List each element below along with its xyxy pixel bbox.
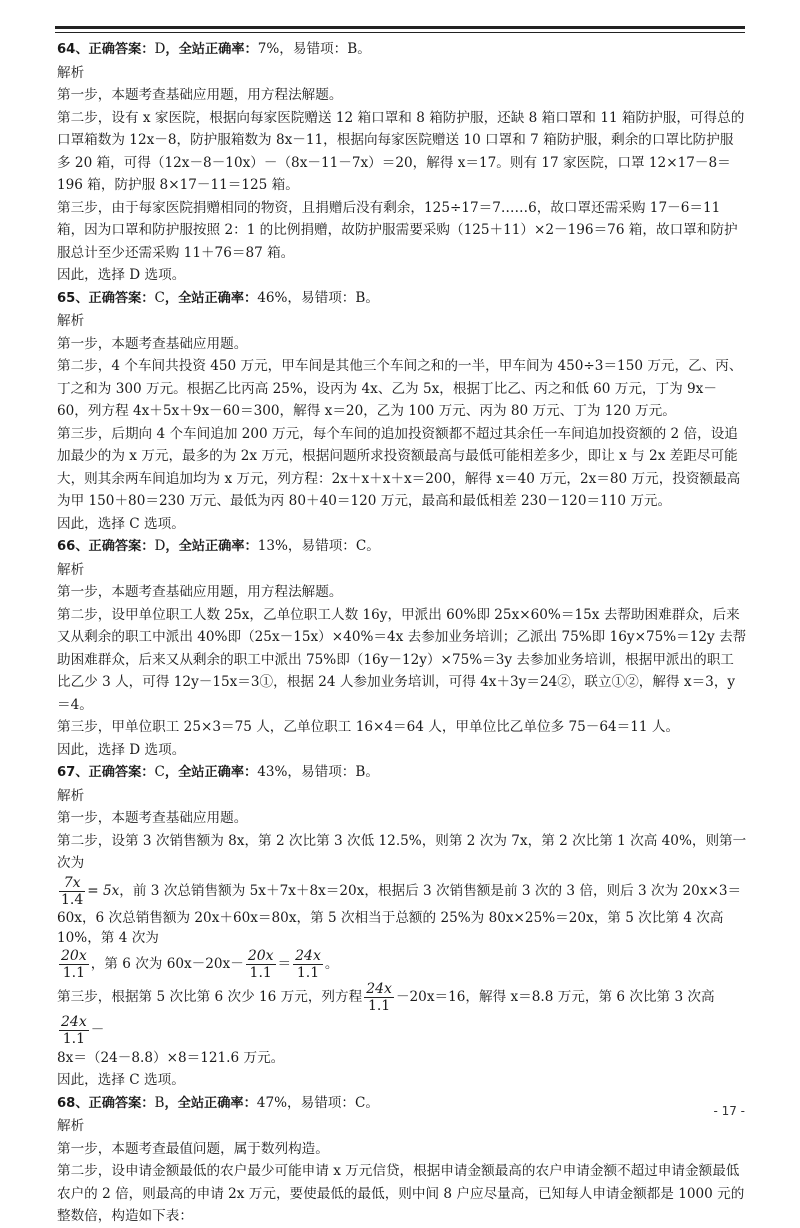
q66-step2: 第二步，设甲单位职工人数 25x，乙单位职工人数 16y，甲派出 60%即 25x×60%＝15x 去帮助困难群众，后来又从剩余的职工中派出 40%即（25x－15x）×40%＝4x 去参加业务培训；乙派出 75%即 16y×75%＝12y 去帮助困难群众，后来又从剩余的职工中派出 75%即（16y－12y）×75%＝3y 去参加业务培训，根据甲派出的职工比乙少 3 人，可得 12y－15x＝3①，根据 24 人参加业务培训，可得 4x＋3y＝24②，联立①②，解得 x＝3，y＝4。 — [57, 606, 747, 713]
q67-frac4 — [293, 948, 323, 981]
q66-header — [57, 535, 747, 559]
q67-frac2-num: 20x — [61, 947, 87, 964]
top-rule-thin — [55, 32, 745, 33]
q64-step3: 第三步，由于每家医院捐赠相同的物资，且捐赠后没有剩余，125÷17＝7……6，故口罩还需采购 17－6＝11 箱，因为口罩和防护服按照 2：1 的比例捐赠，故防护服需要采购（125＋11）×2－196＝76 箱，故口罩和防护服总计至少还需采购 11＋76＝87 箱。 — [57, 199, 738, 261]
q67-step3 — [57, 981, 747, 1047]
q68-analysis: 解析 — [57, 1118, 85, 1134]
q64-rate-label: ，全站正确率： — [165, 42, 258, 57]
q65-wrong: ，易错项：B。 — [287, 289, 379, 306]
q67-step1: 第一步，本题考查基础应用题。 — [57, 810, 248, 826]
q66-answer: D — [154, 538, 166, 554]
q68-answer: B — [154, 1094, 165, 1111]
q67-step2c: ，第 6 次为 60x－20x－ — [90, 955, 244, 972]
q64-rate: 7% — [257, 41, 280, 57]
q65-rate-label: ，全站正确率： — [164, 290, 258, 306]
q67-wrong: ，易错项：B。 — [287, 764, 379, 780]
q64-label: 64、正确答案： — [57, 42, 155, 57]
q65-step2: 第二步，4 个车间共投资 450 万元，甲车间是其他三个车间之和的一半，甲车间为 450÷3＝150 万元，乙、丙、丁之和为 300 万元。根据乙比丙高 25%，设丙为 4x、乙为 5x，根据丁比乙、丙之和低 60 万元，丁为 9x－60，列方程 4x＋5x＋9x－60＝300，解得 x＝20，乙为 100 万元、丙为 80 万元、丁为 120 万元。 — [57, 358, 743, 419]
q67-label: 67、正确答案： — [57, 765, 155, 780]
q66-conclusion: 因此，选择 D 选项。 — [57, 741, 186, 758]
q67-frac5-num: 24x — [366, 980, 392, 997]
q67-step2 — [57, 830, 747, 875]
q67-step3b: －20x＝16，解得 x＝8.8 万元，第 6 次比第 3 次高 — [395, 988, 715, 1005]
q67-step3-cont: 8x＝（24－8.8）×8＝121.6 万元。 — [57, 1049, 285, 1066]
q67-frac6-den: 1.1 — [62, 1030, 85, 1047]
q66-analysis: 解析 — [57, 561, 85, 578]
q67-frac1-den: 1.4 — [61, 891, 84, 908]
q64-analysis: 解析 — [57, 64, 85, 81]
q65-header — [57, 287, 747, 311]
q67-conclusion: 因此，选择 C 选项。 — [57, 1072, 185, 1088]
q66-label: 66、正确答案： — [57, 539, 155, 554]
q67-frac1-rhs: = 5x — [87, 882, 120, 899]
q65-label: 65、正确答案： — [57, 290, 155, 306]
q66-step3: 第三步，甲单位职工 25×3＝75 人，乙单位职工 16×4＝64 人，甲单位比乙单位多 75－64＝11 人。 — [57, 719, 680, 735]
q67-frac1-num: 7x — [59, 875, 85, 892]
q66-rate: 13% — [257, 538, 288, 554]
top-rule-thick — [55, 26, 745, 29]
q64-step2: 第二步，设有 x 家医院，根据向每家医院赠送 12 箱口罩和 8 箱防护服，还缺 8 箱口罩和 11 箱防护服，可得总的口罩箱数为 12x－8，防护服箱数为 8x－11，根据向每家医院赠送 10 口罩和 7 箱防护服，剩余的口罩比防护服多 20 箱，可得（12x－8－10x）－（8x－11－7x）＝20，解得 x＝17。则有 17 家医院，口罩 12×17－8＝196 箱，防护服 8×17－11＝125 箱。 — [57, 109, 745, 193]
q67-rate-label: ，全站正确率： — [164, 765, 258, 780]
q67-frac5-den: 1.1 — [367, 997, 391, 1014]
q64-wrong: ，易错项：B。 — [279, 41, 371, 57]
q66-wrong: ，易错项：C。 — [287, 538, 380, 554]
q65-analysis: 解析 — [57, 313, 85, 329]
q67-frac1 — [59, 875, 85, 908]
q68-step2: 第二步，设申请金额最低的农户最少可能申请 x 万元信贷，根据申请金额最高的农户申请金额不超过申请金额最低农户的 2 倍，则最高的申请 2x 万元，要使最低的最低，则中间 8 户应尽量高，已知每人申请金额都是 1000 元的整数倍，构造如下表： — [57, 1163, 745, 1224]
q67-rate: 43% — [257, 764, 288, 780]
q67-frac3-num: 20x — [247, 947, 274, 964]
q65-step3: 第三步，后期向 4 个车间追加 200 万元，每个车间的追加投资额都不超过其余任一车间追加投资额的 2 倍，设追加最少的为 x 万元，最多的为 2x 万元，根据问题所求投资额最高与最低可能相差多少，即让 x 与 2x 差距尽可能大，则其余两车间追加均为 x 万元，列方程：2x＋x＋x＋x＝200，解得 x＝40 万元，2x＝80 万元，投资额最高为甲 150＋80＝230 万元、最低为丙 80＋40＝120 万元，最高和最低相差 230－120＝110 万元。 — [57, 425, 741, 509]
document-body — [57, 38, 747, 1228]
q67-answer: C — [154, 764, 165, 780]
q67-step2b: ，前 3 次总销售额为 5x＋7x＋8x＝20x，根据后 3 次销售额是前 3 次的 3 倍，则后 3 次为 20x×3＝60x，6 次总销售额为 20x＋60x＝80x，第 5 次相当于总额的 25%为 80x×25%＝20x，第 5 次比第 4 次高 10%，第 4 次为 — [57, 882, 742, 946]
q67-step2d: 。 — [324, 955, 339, 972]
q67-frac4-den: 1.1 — [296, 964, 320, 981]
page-number: - 17 - — [713, 1104, 745, 1118]
q67-frac3 — [246, 948, 276, 981]
q68-rate-label: ，全站正确率： — [164, 1095, 257, 1111]
q67-step3a: 第三步，根据第 5 次比第 6 次少 16 万元，列方程 — [57, 988, 363, 1005]
q67-frac5 — [364, 981, 394, 1014]
q68-step1: 第一步，本题考查最值问题，属于数列构造。 — [57, 1140, 329, 1157]
q64-conclusion: 因此，选择 D 选项。 — [57, 267, 186, 283]
q67-step2-cont2: $\frac{20x}{1.1}$ ，第 6 次为 60x－20x－ $\frac{20x}{1.1}$ ＝ $\frac{24x}{1.1}$ 。 — [61, 947, 339, 981]
q65-step1: 第一步，本题考查基础应用题。 — [57, 335, 248, 352]
q67-header — [57, 761, 747, 785]
q65-conclusion: 因此，选择 C 选项。 — [57, 515, 185, 532]
q68-wrong: ，易错项：C。 — [287, 1094, 379, 1111]
q65-rate: 46% — [257, 289, 288, 306]
q67-frac6-num: 24x — [61, 1013, 87, 1030]
q67-frac2-den: 1.1 — [62, 964, 85, 981]
q67-step2a: 第二步，设第 3 次销售额为 8x，第 2 次比第 3 次低 12.5%，则第 2 次为 7x，第 2 次比第 1 次高 40%，则第一次为 — [57, 832, 747, 871]
q66-rate-label: ，全站正确率： — [165, 539, 258, 554]
q68-rate: 47% — [256, 1094, 288, 1111]
q67-frac3-den: 1.1 — [249, 964, 272, 981]
q67-step3c: － — [90, 1021, 105, 1038]
q67-frac2 — [59, 948, 89, 981]
q68-header — [57, 1092, 747, 1116]
q64-header — [57, 38, 747, 62]
q68-label: 68、正确答案： — [57, 1095, 155, 1111]
q64-answer: D — [154, 41, 166, 57]
q67-analysis: 解析 — [57, 787, 85, 804]
q67-frac4-num: 24x — [295, 947, 321, 964]
q66-step1: 第一步，本题考查基础应用题，用方程法解题。 — [57, 584, 343, 600]
q65-answer: C — [154, 289, 165, 306]
q67-frac6 — [59, 1014, 89, 1047]
q64-step1: 第一步，本题考查基础应用题，用方程法解题。 — [57, 87, 343, 103]
q67-step2-cont — [57, 875, 747, 948]
